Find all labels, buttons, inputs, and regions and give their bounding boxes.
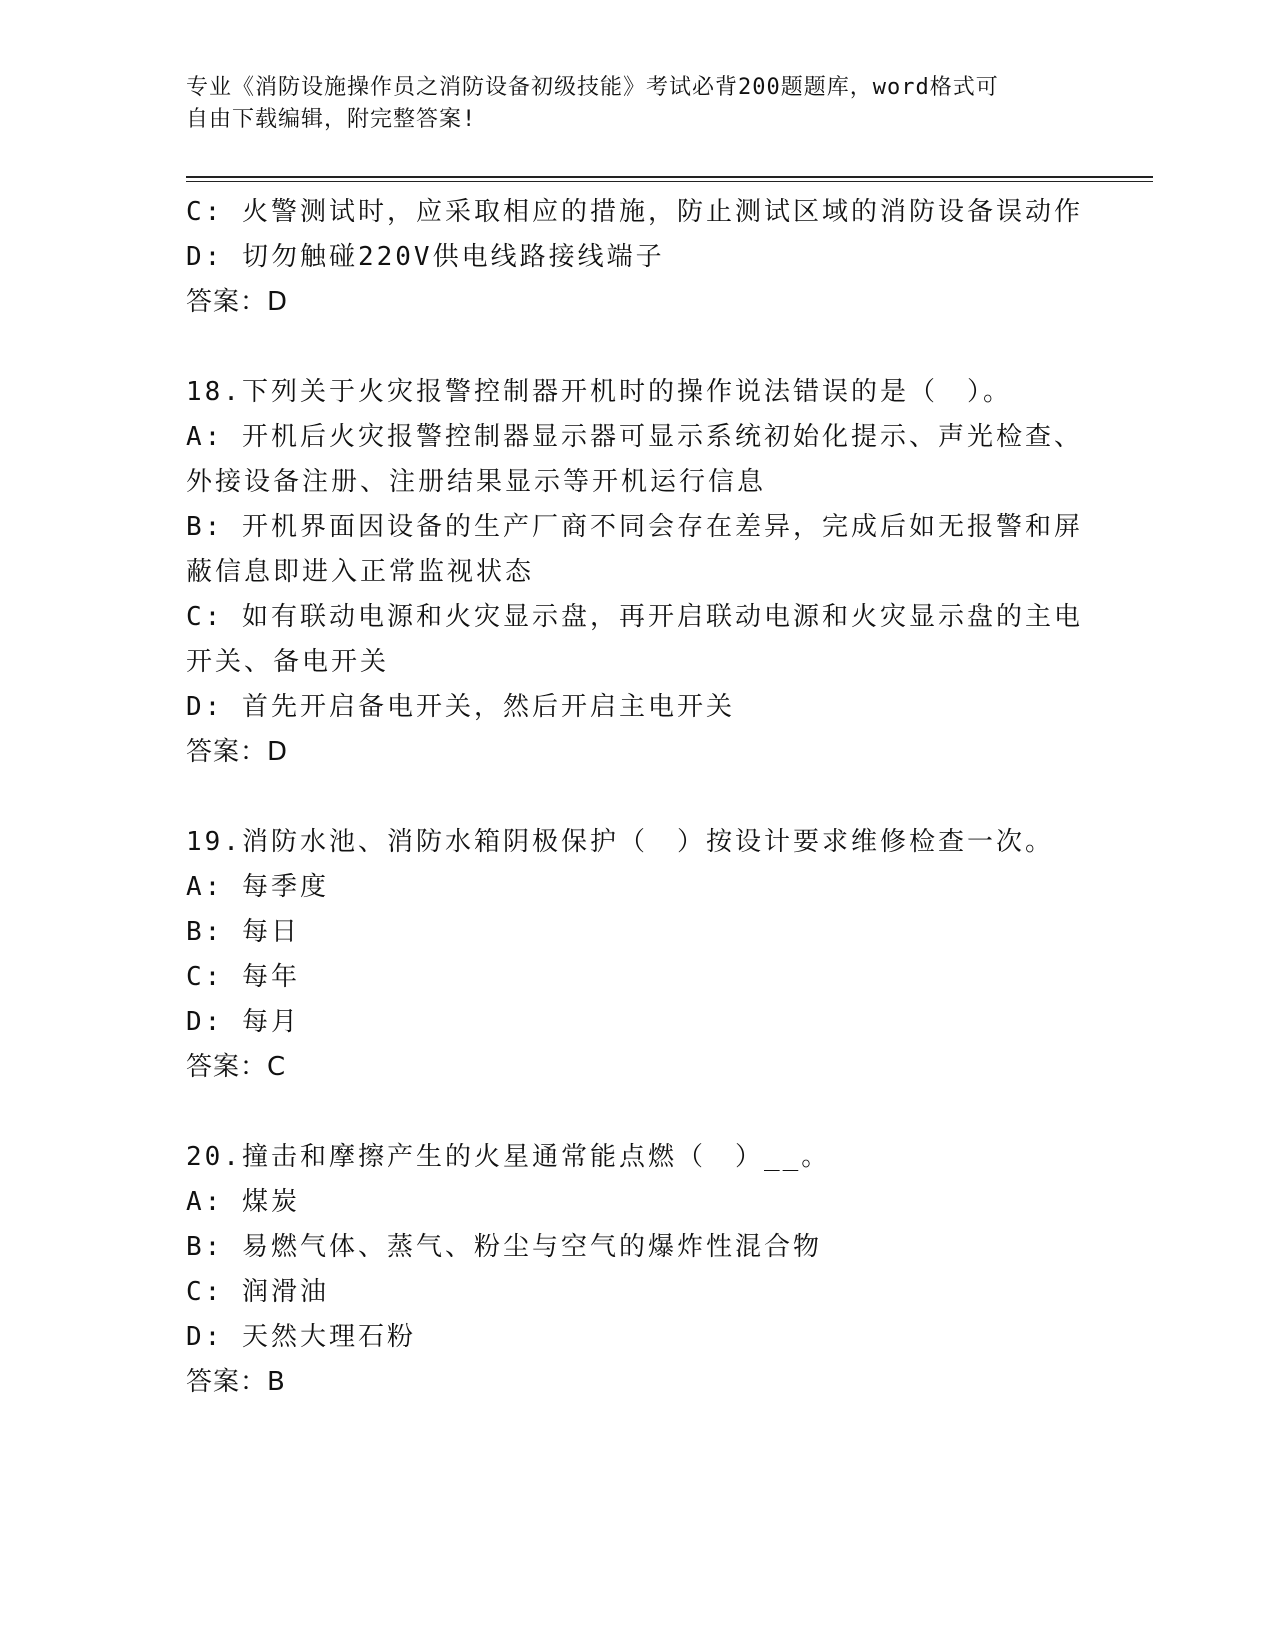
answer-line: 答案：B [186, 1367, 286, 1397]
header-rule-thin [186, 181, 1153, 182]
spacer [186, 1090, 1086, 1135]
option-c: C: 润滑油 [186, 1277, 329, 1307]
option-c: C: 如有联动电源和火灾显示盘，再开启联动电源和火灾显示盘的主电 [186, 602, 1083, 632]
document-header [186, 72, 1066, 136]
option-b: B: 开机界面因设备的生产厂商不同会存在差异，完成后如无报警和屏 [186, 512, 1083, 542]
option-d: D: 首先开启备电开关，然后开启主电开关 [186, 692, 735, 722]
option-d: D: 天然大理石粉 [186, 1322, 416, 1352]
spacer [186, 325, 1086, 370]
header-line-1: 专业《消防设施操作员之消防设备初级技能》考试必背200题题库，word格式可 [186, 75, 999, 100]
question-text: 19.消防水池、消防水箱阴极保护（ ）按设计要求维修检查一次。 [186, 827, 1054, 857]
header-rule-thick [186, 176, 1153, 178]
spacer [186, 775, 1086, 820]
option-b-continued: 蔽信息即进入正常监视状态 [186, 557, 535, 587]
option-c: C: 火警测试时，应采取相应的措施，防止测试区域的消防设备误动作 [186, 197, 1083, 227]
option-c-continued: 开关、备电开关 [186, 647, 390, 677]
option-d: D: 切勿触碰220V供电线路接线端子 [186, 242, 665, 272]
answer-line: 答案：D [186, 737, 289, 767]
option-a-continued: 外接设备注册、注册结果显示等开机运行信息 [186, 467, 767, 497]
question-block-20 [186, 1135, 1086, 1405]
option-d: D: 每月 [186, 1007, 300, 1037]
answer-line: 答案：C [186, 1052, 287, 1082]
option-a: A: 煤炭 [186, 1187, 300, 1217]
option-c: C: 每年 [186, 962, 300, 992]
question-list [186, 190, 1086, 1405]
question-block-18 [186, 370, 1086, 775]
question-text: 18.下列关于火灾报警控制器开机时的操作说法错误的是（ ）。 [186, 377, 1012, 407]
option-b: B: 易燃气体、蒸气、粉尘与空气的爆炸性混合物 [186, 1232, 822, 1262]
option-a: A: 每季度 [186, 872, 329, 902]
question-block-19 [186, 820, 1086, 1090]
question-block-17 [186, 190, 1086, 325]
header-line-2: 自由下载编辑，附完整答案! [186, 107, 477, 132]
question-text: 20.撞击和摩擦产生的火星通常能点燃（ ）__。 [186, 1142, 831, 1172]
answer-line: 答案：D [186, 287, 289, 317]
option-b: B: 每日 [186, 917, 300, 947]
option-a: A: 开机后火灾报警控制器显示器可显示系统初始化提示、声光检查、 [186, 422, 1083, 452]
